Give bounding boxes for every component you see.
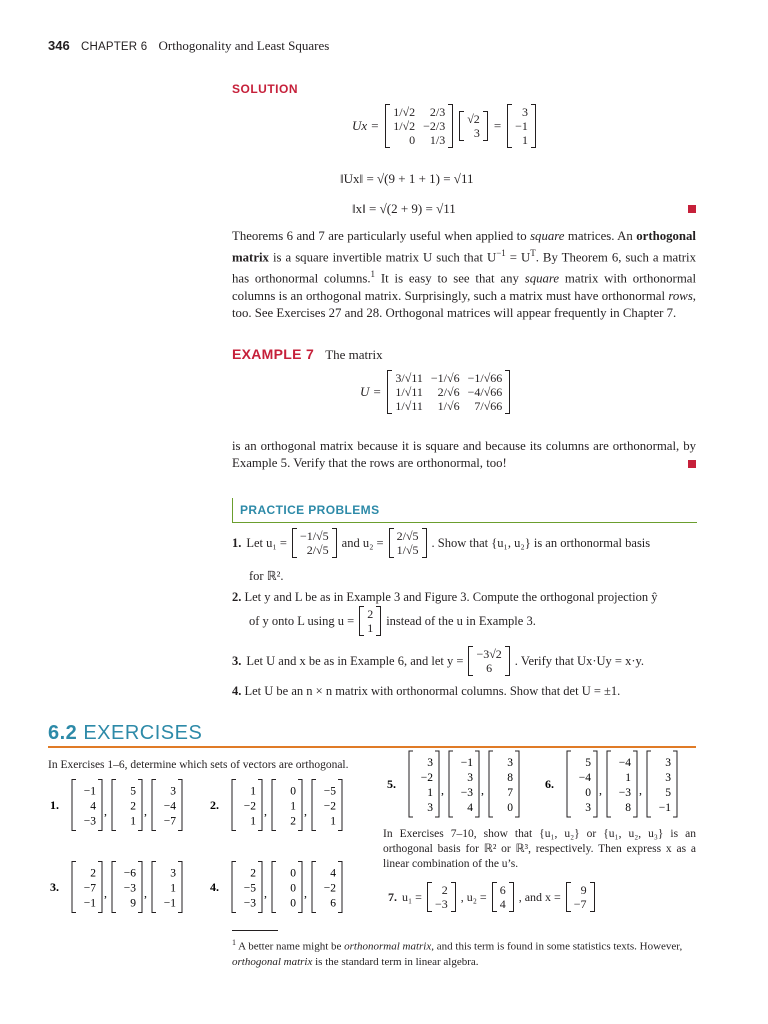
orthogonal-matrix-u: 3/√11 −1/√6 −1/√66 1/√11 2/√6 −4/√66 1/√11 1/√6 7/√66 xyxy=(387,370,510,414)
footnote-rule xyxy=(232,930,278,931)
comma: , xyxy=(441,783,444,797)
vector-entry: 3 xyxy=(170,785,176,798)
vector-entry: −4 xyxy=(578,772,591,784)
example-7-heading xyxy=(232,346,383,363)
solution-heading: SOLUTION xyxy=(232,82,298,96)
vector-brackets xyxy=(567,751,597,817)
practice-problem-2: 2. Let y and L be as in Example 3 and Figure 3. Compute the orthogonal projection ŷ xyxy=(232,590,658,604)
example-7-conclusion: is an orthogonal matrix because it is square and because its columns are orthonormal, by Example 5. Verify that the rows are orthonormal, too! xyxy=(232,439,696,470)
vector-entry: 3 xyxy=(665,772,671,784)
norm-x-line: ‖x‖ = √(2 + 9) = √11 xyxy=(352,201,456,216)
vector-entry: 5 xyxy=(665,787,671,799)
exercise-3 xyxy=(50,862,182,913)
exercise-7: 7. u₁ = 2 −3 , u₂ = 6 4 , and x = 9 −7 xyxy=(388,882,595,912)
vector-entry: 9 xyxy=(130,897,136,910)
vector-entry: 6 xyxy=(330,897,336,910)
exercise-2 xyxy=(210,780,342,831)
vector-entry: 7 xyxy=(507,787,513,799)
vector-entry: 4 xyxy=(467,802,473,814)
vector-entry: −3 xyxy=(123,882,136,895)
vector-entry: 3 xyxy=(427,757,433,769)
comma: , xyxy=(104,886,107,900)
vector-entry: 1 xyxy=(250,815,256,828)
vector-entry: 1 xyxy=(330,815,336,828)
chapter-title: Orthogonality and Least Squares xyxy=(158,38,330,53)
exercises-intro-2: In Exercises 7–10, show that {u₁, u₂} or {u₁, u₂, u₃} is an orthogonal basis for ℝ² or ℝ³, respectively. Then express x as a linear combination of the u’s. xyxy=(383,828,696,870)
vector-entry: −2 xyxy=(323,882,336,895)
vector-entry: −1 xyxy=(83,897,96,910)
vector-entry: −1 xyxy=(460,757,473,769)
vector-entry: 3 xyxy=(467,772,473,784)
vector-entry: −7 xyxy=(83,882,96,895)
vector-entry: 0 xyxy=(290,867,296,880)
vector-entry: −3 xyxy=(243,897,256,910)
vector-entry: 1 xyxy=(250,785,256,798)
vector-entry: 4 xyxy=(330,867,336,880)
practice-problem-2-cont: of y onto L using u = 2 1 instead of the u in Example 3. xyxy=(249,607,536,635)
comma: , xyxy=(304,886,307,900)
vector-entry: 2 xyxy=(250,867,256,880)
practice-problem-3: 3. Let U and x be as in Example 6, and let y = −3√2 6 . Verify that Ux·Uy = x·y. xyxy=(232,647,645,675)
exercise-number: 5. xyxy=(387,777,396,791)
comma: , xyxy=(304,804,307,818)
vector-entry: 1 xyxy=(290,800,296,813)
vector-brackets xyxy=(272,780,302,831)
practice-problem-1: 1. Let u₁ = −1/√5 2/√5 and u₂ = 2/√5 1/√5 . Show that {u₁, u₂} is an orthonormal basis xyxy=(232,529,651,557)
footnote-ref: 1 xyxy=(370,269,376,280)
exercise-4 xyxy=(210,862,342,913)
exercise-number: 2. xyxy=(210,798,219,812)
vector-entry: 0 xyxy=(507,802,513,814)
vector-entry: 1 xyxy=(130,815,136,828)
vector-entry: 2 xyxy=(90,867,96,880)
vector-entry: 2 xyxy=(130,800,136,813)
vector-entry: 3 xyxy=(507,757,513,769)
exercise-number: 4. xyxy=(210,880,219,894)
vector-entry: −6 xyxy=(123,867,136,880)
exercises-5-6-vectors xyxy=(375,748,695,823)
vector-brackets xyxy=(272,862,302,913)
exercise-5 xyxy=(387,751,519,817)
comma: , xyxy=(481,783,484,797)
example-7-matrix-equation: U = 3/√11 −1/√6 −1/√66 1/√11 2/√6 −4/√66 1/√11 1/√6 7/√66 xyxy=(360,370,510,414)
comma: , xyxy=(264,804,267,818)
vector-entry: 1 xyxy=(625,772,631,784)
x-vector: √2 3 xyxy=(459,111,488,141)
end-of-solution-marker xyxy=(688,205,696,213)
exercise-number: 6. xyxy=(545,777,554,791)
exercise-1 xyxy=(50,780,182,831)
comma: , xyxy=(144,886,147,900)
exercise-6 xyxy=(545,751,677,817)
vector-entry: 0 xyxy=(290,882,296,895)
exercises-intro: In Exercises 1–6, determine which sets of vectors are orthogonal. xyxy=(48,759,349,771)
vector-entry: −1 xyxy=(163,897,176,910)
vector-entry: 3 xyxy=(665,757,671,769)
vector-entry: 1 xyxy=(170,882,176,895)
vector-entry: 4 xyxy=(90,800,96,813)
vector-entry: 3 xyxy=(427,802,433,814)
chapter-label: CHAPTER 6 xyxy=(80,41,148,53)
vector-entry: −1 xyxy=(83,785,96,798)
result-vector: 3 −1 1 xyxy=(507,104,536,148)
comma: , xyxy=(599,783,602,797)
vector-entry: 1 xyxy=(427,787,433,799)
vector-entry: 0 xyxy=(290,897,296,910)
vector-entry: −5 xyxy=(323,785,336,798)
vector-entry: 0 xyxy=(290,785,296,798)
vector-entry: −4 xyxy=(618,757,631,769)
comma: , xyxy=(144,804,147,818)
vector-entry: −2 xyxy=(243,800,256,813)
vector-entry: −4 xyxy=(163,800,176,813)
footnote: $^1$ A better name might be orthonormal matrix, and this term is found in some statistics texts. However, orthogonal matrix is the standard term in linear algebra. xyxy=(232,938,683,968)
u-matrix: 1/√2 2/3 1/√2 −2/3 0 1/3 xyxy=(385,104,453,148)
vector-entry: −1 xyxy=(658,802,671,814)
vector-entry: 3 xyxy=(585,802,591,814)
vector-entry: −3 xyxy=(460,787,473,799)
comma: , xyxy=(264,886,267,900)
end-of-example-marker xyxy=(688,460,696,468)
vector-brackets xyxy=(409,751,439,817)
vector-entry: 8 xyxy=(507,772,513,784)
vector-entry: −2 xyxy=(323,800,336,813)
vector-entry: 8 xyxy=(625,802,631,814)
vector-entry: 0 xyxy=(585,787,591,799)
vector-entry: 5 xyxy=(585,757,591,769)
vector-brackets xyxy=(112,780,142,831)
exercise-number: 1. xyxy=(50,798,59,812)
vector-entry: −3 xyxy=(618,787,631,799)
vector-entry: −2 xyxy=(420,772,433,784)
vector-brackets xyxy=(489,751,519,817)
vector-entry: −5 xyxy=(243,882,256,895)
example-7-intro: The matrix xyxy=(325,347,383,362)
practice-problem-1-cont: for ℝ². xyxy=(249,569,284,583)
example-7-label: EXAMPLE 7 xyxy=(232,346,315,362)
vector-entry: 3 xyxy=(170,867,176,880)
exercises-1-4-vectors xyxy=(40,775,360,915)
comma: , xyxy=(639,783,642,797)
vector-entry: −3 xyxy=(83,815,96,828)
practice-problem-4: 4. Let U be an n × n matrix with orthonormal columns. Show that det U = ±1. xyxy=(232,684,621,698)
exercise-number: 3. xyxy=(50,880,59,894)
running-head xyxy=(48,38,329,54)
practice-problems-title: PRACTICE PROBLEMS xyxy=(240,503,380,517)
page-number: 346 xyxy=(48,38,70,53)
norm-ux-line: ‖Ux‖ = √(9 + 1 + 1) = √11 xyxy=(340,171,474,186)
vector-entry: 5 xyxy=(130,785,136,798)
comma: , xyxy=(104,804,107,818)
vector-entry: 2 xyxy=(290,815,296,828)
section-title: 6.2 EXERCISES xyxy=(48,722,203,744)
ux-equation: Ux = 1/√2 2/3 1/√2 −2/3 0 1/3 √2 3 = 3 −1 1 xyxy=(352,104,536,148)
orthogonal-matrix-paragraph: Theorems 6 and 7 are particularly useful when applied to square matrices. An orthogonal matrix is a square invertible matrix U such that $U^{-1} = U^T$. By Theorem 6, such a matrix has orthonormal columns.$^1$ It is easy to see that any square matrix with orthonormal columns is an orthogonal matrix. Surprisingly, such a matrix must have orthonormal rows, too. See Exercises 27 and 28. Orthogonal matrices will appear frequently in Chapter 7. xyxy=(232,229,697,320)
vector-entry: −7 xyxy=(163,815,176,828)
ux-lhs: Ux = xyxy=(352,118,380,133)
